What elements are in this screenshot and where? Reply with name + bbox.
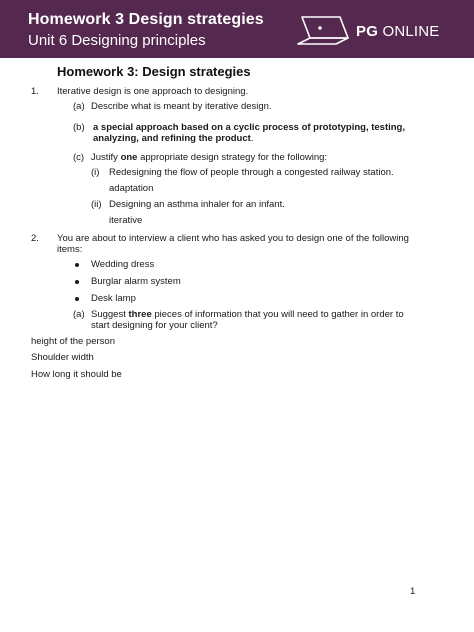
q1ci-text: Redesigning the flow of people through a congested railway station. bbox=[109, 167, 394, 178]
q1-number: 1. bbox=[31, 86, 39, 97]
bullet-icon bbox=[75, 297, 79, 301]
answer-line-1: height of the person bbox=[31, 336, 115, 347]
q1cii-label: (ii) bbox=[91, 199, 102, 210]
page-number: 1 bbox=[410, 586, 416, 597]
q2-line2: items: bbox=[57, 244, 83, 255]
header-subtitle: Unit 6 Designing principles bbox=[28, 32, 206, 49]
q1b-label: (b) bbox=[73, 122, 85, 133]
logo-wordmark: PG ONLINE bbox=[356, 23, 440, 40]
q2a-label: (a) bbox=[73, 309, 85, 320]
q1b-answer-line2: analyzing, and refining the product. bbox=[93, 133, 254, 144]
header-title: Homework 3 Design strategies bbox=[28, 11, 264, 28]
answer-line-2: Shoulder width bbox=[31, 352, 94, 363]
q1c-text: Justify one appropriate design strategy for the following: bbox=[91, 152, 328, 163]
q2-item-burglar-alarm: Burglar alarm system bbox=[91, 276, 181, 287]
q1cii-answer: iterative bbox=[109, 215, 143, 226]
q1a-label: (a) bbox=[73, 101, 85, 112]
bullet-icon bbox=[75, 263, 79, 267]
q1a-text: Describe what is meant by iterative design. bbox=[91, 101, 272, 112]
bullet-icon bbox=[75, 280, 79, 284]
q1c-label: (c) bbox=[73, 152, 85, 163]
q1ci-answer: adaptation bbox=[109, 183, 154, 194]
q2-line1: You are about to interview a client who has asked you to design one of the following bbox=[57, 233, 409, 244]
q1b-answer-line1: a special approach based on a cyclic process of prototyping, testing, bbox=[93, 122, 405, 133]
q2a-text-line2: start designing for your client? bbox=[91, 320, 218, 331]
document-heading: Homework 3: Design strategies bbox=[57, 64, 251, 79]
q2-item-wedding-dress: Wedding dress bbox=[91, 259, 155, 270]
q1ci-label: (i) bbox=[91, 167, 100, 178]
q1-text: Iterative design is one approach to designing. bbox=[57, 86, 249, 97]
q2-number: 2. bbox=[31, 233, 39, 244]
q2a-text: Suggest three pieces of information that you will need to gather in order to bbox=[91, 309, 404, 320]
answer-line-3: How long it should be bbox=[31, 369, 122, 380]
q2-item-desk-lamp: Desk lamp bbox=[91, 293, 136, 304]
q1cii-text: Designing an asthma inhaler for an infant. bbox=[109, 199, 285, 210]
